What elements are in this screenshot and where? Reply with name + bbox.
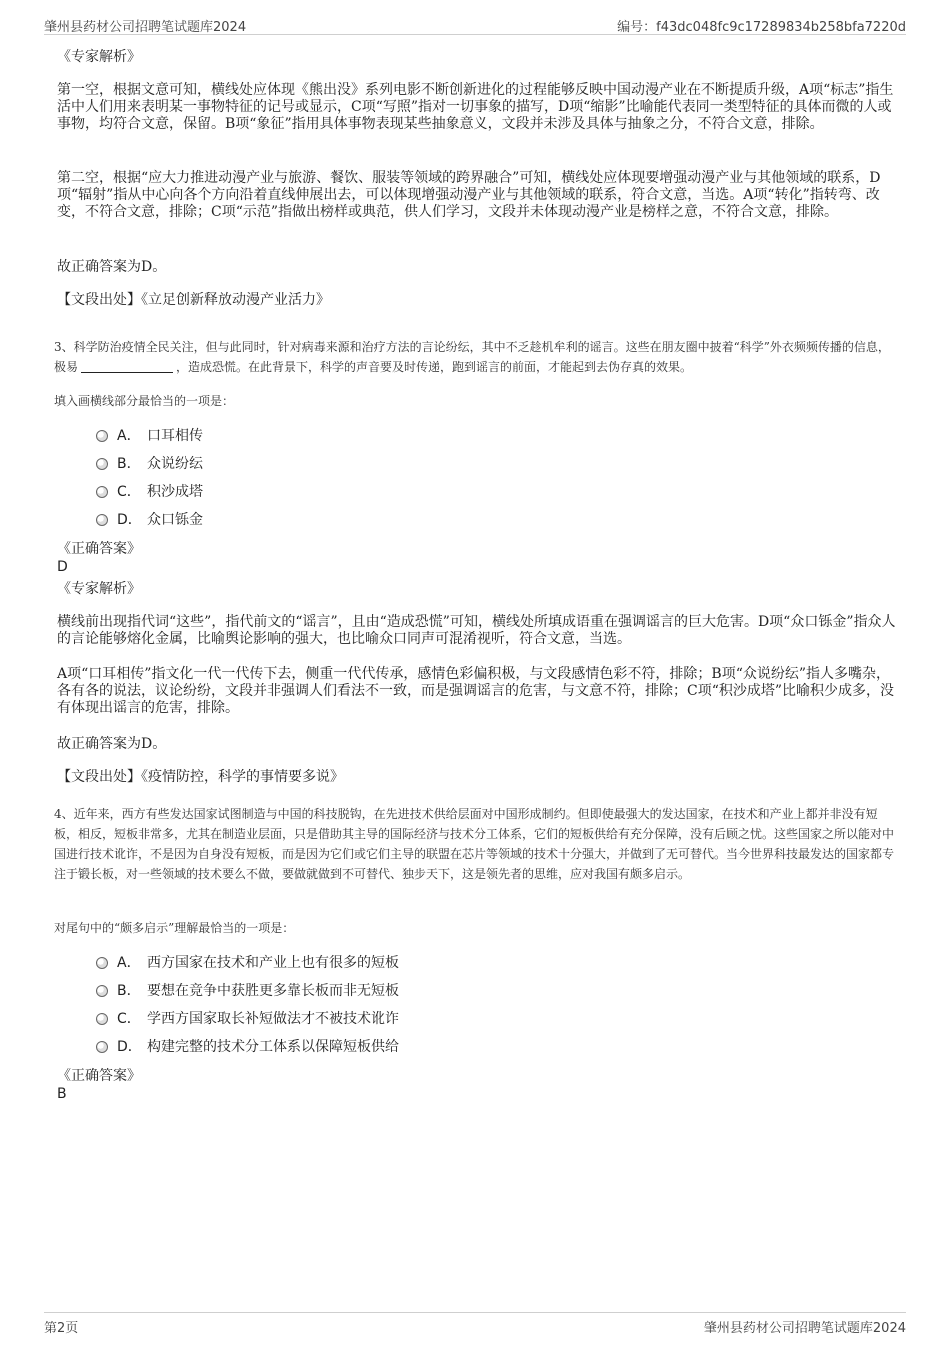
q3-answer-value: D	[57, 559, 68, 575]
question-4-prompt: 对尾句中的“颇多启示”理解最恰当的一项是：	[54, 921, 295, 935]
expert-label-1: 《专家解析》	[57, 49, 141, 65]
page-number: 第2页	[44, 1321, 79, 1336]
source-1: 【文段出处】《立足创新释放动漫产业活力》	[57, 292, 330, 308]
q3-option-c[interactable]: C． 积沙成塔	[96, 483, 203, 501]
analysis-paragraph-2: 第二空，根据“应大力推进动漫产业与旅游、餐饮、服装等领域的跨界融合”可知，横线处应体现要增强动漫产业与其他领域的联系，D项“辐射”指从中心向各个方向沿着直线伸展出去，可以体现增强动漫产业与其他领域的联系，符合文意，当选。A项“转化”指转弯、改变，不符合文意，排除；C项“示范”指做出榜样或典范，供人们学习，文段并未体现动漫产业是榜样之意，不符合文意，排除。	[57, 170, 881, 220]
radio-icon[interactable]	[96, 514, 108, 526]
q3-answer-label: 《正确答案》	[57, 541, 141, 557]
q3-source: 【文段出处】《疫情防控，科学的事情要多说》	[57, 769, 344, 785]
q3-analysis-paragraph-2: A项“口耳相传”指文化一代一代传下去，侧重一代代传承，感情色彩偏积极，与文段感情色彩不符，排除；B项“众说纷纭”指人多嘴杂，各有各的说法，议论纷纷，文段并非强调人们看法不一致，而是强调谣言的危害，与文意不符，排除；C项“积沙成塔”比喻积少成多，没有体现出谣言的危害，排除。	[57, 666, 895, 716]
question-3-text: 3、科学防治疫情全民关注，但与此同时，针对病毒来源和治疗方法的言论纷纭，其中不乏趁机牟利的谣言。这些在朋友圈中披着“科学”外衣频频传播的信息，极易 ，造成恐慌。在此背景下，科学的声音要及时传递，跑到谣言的前面，才能起到去伪存真的效果。	[54, 340, 890, 374]
footer-title: 肇州县药材公司招聘笔试题库2024	[703, 1321, 906, 1336]
q3-analysis-paragraph-1: 横线前出现指代词“这些”，指代前文的“谣言”，且由“造成恐慌”可知，横线处所填成语重在强调谣言的巨大危害。D项“众口铄金”指众人的言论能够熔化金属，比喻舆论影响的强大，也比喻众口同声可混淆视听，符合文意，当选。	[57, 614, 896, 647]
question-3-prompt: 填入画横线部分最恰当的一项是：	[54, 394, 235, 408]
question-4-text: 4、近年来，西方有些发达国家试图制造与中国的科技脱钩，在先进技术供给层面对中国形成制约。但即使最强大的发达国家，在技术和产业上都并非没有短板，相反，短板非常多，尤其在制造业层面，只是借助其主导的国际经济与技术分工体系，它们的短板供给有充分保障，没有后顾之忧。这些国家之所以能对中国进行技术讹诈，不是因为自身没有短板，而是因为它们或它们主导的联盟在芯片等领域的技术十分强大，并做到了无可替代。当今世界科技最发达的国家都专注于锻长板，对一些领域的技术要么不做，要做就做到不可替代、独步天下，这是领先者的思维，应对我国有颇多启示。	[54, 807, 895, 881]
radio-icon[interactable]	[96, 1041, 108, 1053]
radio-icon[interactable]	[96, 486, 108, 498]
q4-option-c[interactable]: C． 学西方国家取长补短做法才不被技术讹诈	[96, 1010, 399, 1028]
analysis-paragraph-1: 第一空，根据文意可知，横线处应体现《熊出没》系列电影不断创新进化的过程能够反映中国动漫产业在不断提质升级，A项“标志”指生活中人们用来表明某一事物特征的记号或显示，C项“写照”指对一切事象的描写，D项“缩影”比喻能代表同一类型特征的具体而微的人或事物，均符合文意，保留。B项“象征”指用具体事物表现某些抽象意义，文段并未涉及具体与抽象之分，不符合文意，排除。	[57, 82, 894, 132]
q3-conclusion: 故正确答案为D。	[57, 736, 167, 752]
q4-option-a[interactable]: A． 西方国家在技术和产业上也有很多的短板	[96, 954, 399, 972]
q4-option-b[interactable]: B． 要想在竞争中获胜更多靠长板而非无短板	[96, 982, 399, 1000]
radio-icon[interactable]	[96, 957, 108, 969]
radio-icon[interactable]	[96, 985, 108, 997]
q4-option-d[interactable]: D． 构建完整的技术分工体系以保障短板供给	[96, 1038, 399, 1056]
radio-icon[interactable]	[96, 1013, 108, 1025]
header-doc-id: 编号：f43dc048fc9c17289834b258bfa7220d	[617, 20, 906, 35]
q3-option-b[interactable]: B． 众说纷纭	[96, 455, 203, 473]
page-header	[44, 14, 906, 35]
radio-icon[interactable]	[96, 458, 108, 470]
q3-expert-label: 《专家解析》	[57, 581, 141, 597]
conclusion-1: 故正确答案为D。	[57, 259, 167, 275]
q3-option-d[interactable]: D． 众口铄金	[96, 511, 203, 529]
answer-blank	[81, 360, 173, 373]
q4-answer-label: 《正确答案》	[57, 1068, 141, 1084]
radio-icon[interactable]	[96, 430, 108, 442]
q4-answer-value: B	[57, 1086, 67, 1102]
page-footer	[44, 1312, 906, 1336]
header-title: 肇州县药材公司招聘笔试题库2024	[44, 20, 247, 35]
q3-option-a[interactable]: A． 口耳相传	[96, 427, 203, 445]
